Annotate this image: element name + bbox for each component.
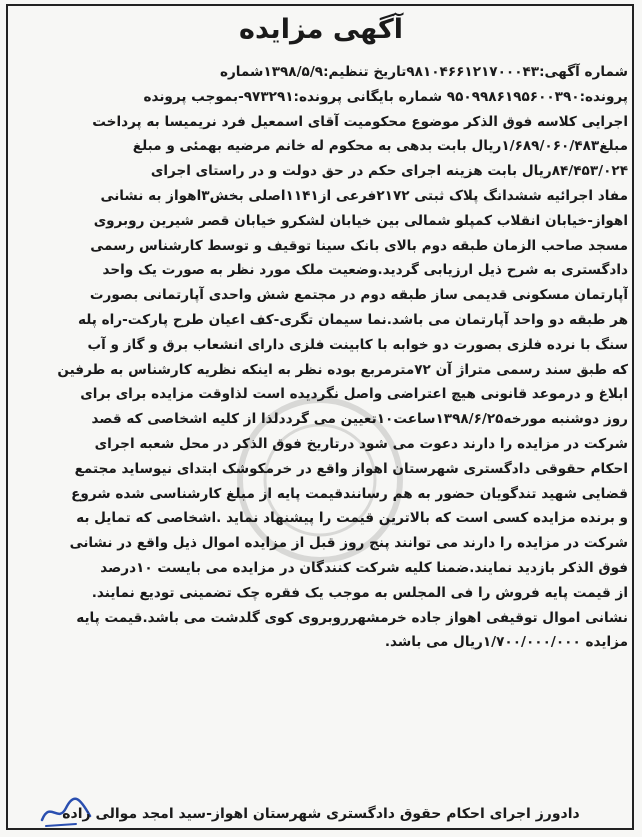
- notice-line: احکام حقوقی دادگستری شهرستان اهواز واقع در خرمکوشک ابتدای نیوساید مجتمع: [74, 460, 628, 477]
- notice-line: آپارتمان مسکونی قدیمی ساز طبقه دوم در مجتمع شش واحدی آپارتمانی بصورت: [89, 287, 628, 304]
- notice-line: و برنده مزایده کسی است که بالاترین قیمت را پیشنهاد نماید .اشخاصی که تمایل به: [76, 510, 628, 527]
- notice-line: مبلغ۱/۶۸۹/۰۶۰/۴۸۳ریال بابت بدهی به محکوم له خانم مرضیه بهمئی و مبلغ: [132, 138, 628, 155]
- notice-line: که طبق سند رسمی متراژ آن ۷۲مترمربع بوده نظر به اینکه نظریه کارشناس به طرفین: [57, 361, 628, 378]
- notice-line: قضایی شهید تندگویان حضور به هم رسانندقیمت پایه از مبلغ کارشناسی شده شروع: [71, 485, 628, 502]
- notice-line: از قیمت پایه فروش را فی المجلس به موجب یک فقره چک تضمینی تودیع نمایند.: [91, 584, 628, 601]
- notice-body: [14, 60, 628, 655]
- notice-line: سنگ با نرده فلزی بصورت دو خوابه با کابینت فلزی دارای انشعاب برق و گاز و آب: [87, 336, 628, 353]
- notice-line: فوق الذکر بازدید نمایند.ضمنا کلیه شرکت کنندگان در مزایده می بایست ۱۰درصد: [100, 559, 628, 576]
- notice-line: شرکت در مزایده را دارند می توانند پنج روز قبل از مزایده اموال ذیل واقع در نشانی: [69, 535, 628, 552]
- notice-line: شماره آگهی:۹۸۱۰۴۶۶۱۲۱۷۰۰۰۴۳تاریخ تنظیم:۱۳۹۸/۵/۹شماره: [219, 64, 628, 80]
- notice-line: دادگستری به شرح ذیل ارزیابی گردید.وضعیت ملک مورد نظر به صورت یک واحد: [102, 262, 628, 279]
- notice-line: ۸۴/۴۵۳/۰۲۴ریال بابت هزینه اجرای حکم در حق دولت و در راستای اجرای: [150, 163, 628, 180]
- notice-title: آگهی مزایده: [239, 14, 403, 45]
- notice-line: پرونده:۹۵۰۹۹۸۶۱۹۵۶۰۰۳۹۰ شماره بایگانی پرونده:۹۷۳۲۹۱-بموجب پرونده: [143, 88, 628, 105]
- notice-line: روز دوشنبه مورخه۱۳۹۸/۶/۲۵ساعت۱۰تعیین می گرددلذا از کلیه اشخاصی که قصد: [91, 411, 628, 428]
- notice-line: شرکت در مزایده را دارند دعوت می شود درتاریخ فوق الذکر در محل شعبه اجرای: [94, 435, 628, 452]
- notice-line: مزایده ۱/۷۰۰/۰۰۰/۰۰۰ریال می باشد.: [384, 634, 628, 651]
- notice-line: ابلاغ و درموعد قانونی هیچ اعتراضی واصل نگردیده است لذاوقت مزایده برای برای: [80, 386, 628, 403]
- notice-line: هر طبقه دو واحد آپارتمان می باشد.نما سیمان تگری-کف اعیان طرح پارکت-راه پله: [78, 311, 628, 328]
- notice-line: مفاد اجرائیه ششدانگ پلاک ثبتی ۲۱۷۲فرعی از۱۱۴۱اصلی بخش۳اهواز به نشانی: [100, 187, 628, 204]
- notice-line: نشانی اموال توقیفی اهواز جاده خرمشهرروبروی کوی گلدشت می باشد.قیمت پایه: [76, 609, 628, 626]
- signature-line: دادورز اجرای احکام حقوق دادگستری شهرستان اهواز-سید امجد موالی زاده: [62, 806, 580, 822]
- notice-line: اهواز-خیابان انقلاب کمپلو شمالی بین خیابان لشکرو خیابان قصر شیرین روبروی: [93, 212, 628, 229]
- notice-line: اجرایی کلاسه فوق الذکر موضوع محکومیت آقای اسمعیل فرد نریمیسا به پرداخت: [92, 113, 628, 130]
- notice-line: مسجد صاحب الزمان طبقه دوم بالای بانک سینا توقیف و توسط کارشناس رسمی: [90, 237, 628, 254]
